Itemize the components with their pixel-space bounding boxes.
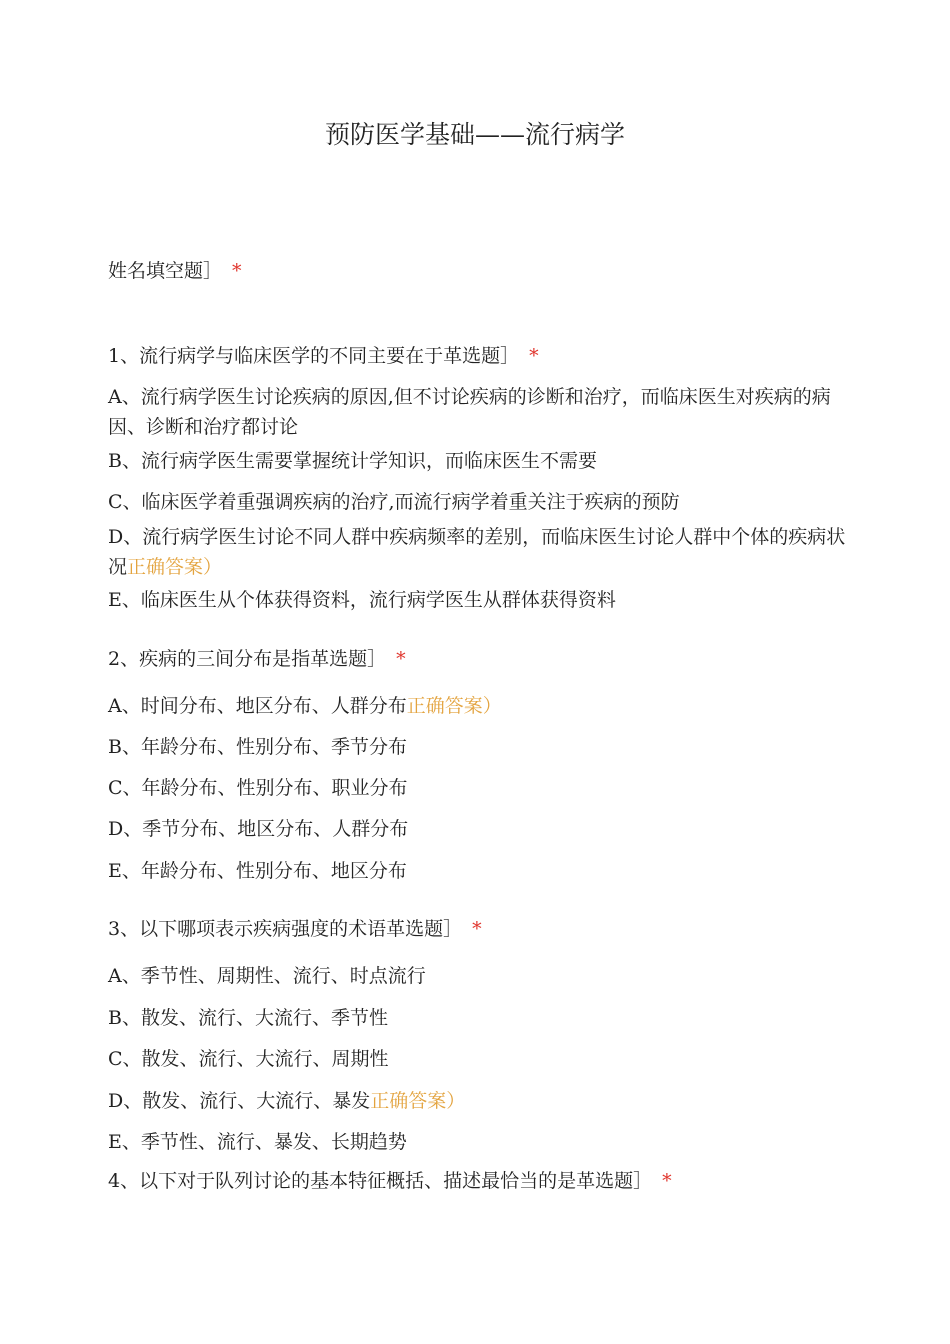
q3-option-e[interactable]: E、季节性、流行、暴发、长期趋势	[108, 1131, 407, 1153]
q3-option-d[interactable]	[108, 1086, 848, 1116]
q2-option-e[interactable]: E、年龄分布、性别分布、地区分布	[108, 860, 407, 882]
question-text: 2、疾病的三间分布是指革选题］	[108, 648, 387, 670]
q1-option-d[interactable]	[108, 522, 848, 582]
option-label: D、散发、流行、大流行、暴发	[108, 1090, 371, 1112]
name-field-question[interactable]	[108, 256, 848, 286]
correct-answer-tag: 正确答案）	[370, 1090, 466, 1112]
correct-answer-tag: 正确答案）	[127, 556, 223, 578]
required-asterisk: *	[232, 260, 242, 282]
q1-option-e[interactable]: E、临床医生从个体获得资料，流行病学医生从群体获得资料	[108, 589, 616, 611]
question-text: 4、以下对于队列讨论的基本特征概括、描述最恰当的是革选题］	[108, 1170, 653, 1192]
question-2-title	[108, 644, 848, 674]
q1-option-a[interactable]: A、流行病学医生讨论疾病的原因,但不讨论疾病的诊断和治疗，而临床医生对疾病的病因、诊断和治疗都讨论	[108, 386, 831, 438]
q2-option-d[interactable]: D、季节分布、地区分布、人群分布	[108, 818, 409, 840]
option-label: D、流行病学医生讨论不同人群中疾病频率的差别，而临床医生讨论人群中个体的疾病状况	[108, 526, 846, 578]
q2-option-a[interactable]	[108, 691, 848, 721]
question-4-title	[108, 1166, 848, 1196]
q1-option-c[interactable]: C、临床医学着重强调疾病的治疗,而流行病学着重关注于疾病的预防	[108, 491, 680, 513]
q1-option-b[interactable]: B、流行病学医生需要掌握统计学知识，而临床医生不需要	[108, 450, 597, 472]
question-text: 1、流行病学与临床医学的不同主要在于革选题］	[108, 345, 520, 367]
q3-option-b[interactable]: B、散发、流行、大流行、季节性	[108, 1007, 388, 1029]
question-text: 3、以下哪项表示疾病强度的术语革选题］	[108, 918, 463, 940]
question-3-title	[108, 914, 848, 944]
q3-option-a[interactable]: A、季节性、周期性、流行、时点流行	[108, 965, 426, 987]
page-title: 预防医学基础——流行病学	[324, 120, 625, 149]
required-asterisk: *	[662, 1170, 672, 1192]
option-label: A、时间分布、地区分布、人群分布	[108, 695, 407, 717]
correct-answer-tag: 正确答案）	[406, 695, 502, 717]
name-field-label: 姓名填空题］	[108, 260, 223, 282]
q3-option-c[interactable]: C、散发、流行、大流行、周期性	[108, 1048, 389, 1070]
required-asterisk: *	[529, 345, 539, 367]
required-asterisk: *	[472, 918, 482, 940]
q2-option-b[interactable]: B、年龄分布、性别分布、季节分布	[108, 736, 407, 758]
question-1-title	[108, 341, 848, 371]
q2-option-c[interactable]: C、年龄分布、性别分布、职业分布	[108, 777, 408, 799]
required-asterisk: *	[396, 648, 406, 670]
